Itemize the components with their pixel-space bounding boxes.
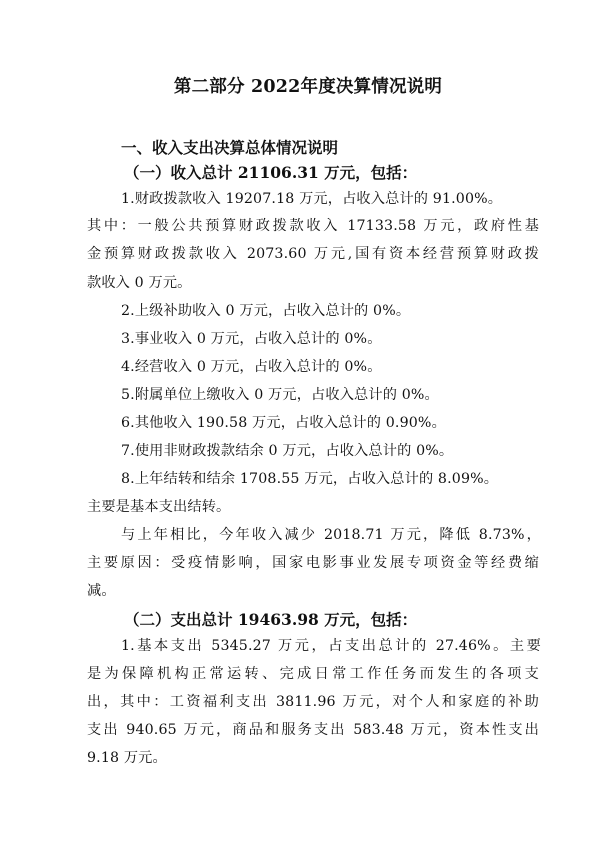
expenditure-line-2: 是为保障机构正常运转、完成日常工作任务而发生的各项支 <box>87 666 539 682</box>
income-line-7: 4.经营收入 0 万元，占收入总计的 0%。 <box>121 359 382 375</box>
section-heading: 一、收入支出决算总体情况说明 <box>121 138 339 157</box>
income-line-1: 1.财政拨款收入 19207.18 万元，占收入总计的 91.00%。 <box>121 191 503 207</box>
expenditure-line-1: 1.基本支出 5345.27 万元，占支出总计的 27.46%。主要 <box>121 638 541 654</box>
expenditure-line-3: 出，其中：工资福利支出 3811.96 万元，对个人和家庭的补助 <box>87 694 539 710</box>
document-title: 第二部分 2022年度决算情况说明 <box>173 77 443 97</box>
income-line-14: 主要原因：受疫情影响，国家电影事业发展专项资金等经费缩 <box>87 555 539 571</box>
income-line-4: 款收入 0 万元。 <box>87 275 192 291</box>
income-line-2: 其中：一般公共预算财政拨款收入 17133.58 万元，政府性基 <box>87 218 539 234</box>
income-line-9: 6.其他收入 190.58 万元，占收入总计的 0.90%。 <box>121 415 446 431</box>
expenditure-heading: （二）支出总计 19463.98 万元，包括： <box>124 610 418 629</box>
income-line-8: 5.附属单位上缴收入 0 万元，占收入总计的 0%。 <box>121 387 439 403</box>
income-line-13: 与上年相比，今年收入减少 2018.71 万元，降低 8.73%， <box>121 527 541 543</box>
income-line-5: 2.上级补助收入 0 万元，占收入总计的 0%。 <box>121 303 411 319</box>
income-line-10: 7.使用非财政拨款结余 0 万元，占收入总计的 0%。 <box>121 443 454 459</box>
income-line-15: 减。 <box>87 583 116 599</box>
expenditure-line-5: 9.18 万元。 <box>87 750 167 766</box>
income-line-12: 主要是基本支出结转。 <box>87 499 231 515</box>
income-line-6: 3.事业收入 0 万元，占收入总计的 0%。 <box>121 331 382 347</box>
income-line-3: 金预算财政拨款收入 2073.60 万元,国有资本经营预算财政拨 <box>87 246 539 262</box>
expenditure-line-4: 支出 940.65 万元，商品和服务支出 583.48 万元，资本性支出 <box>87 722 539 738</box>
income-line-11: 8.上年结转和结余 1708.55 万元，占收入总计的 8.09%。 <box>121 471 499 487</box>
income-heading: （一）收入总计 21106.31 万元，包括： <box>124 163 418 182</box>
